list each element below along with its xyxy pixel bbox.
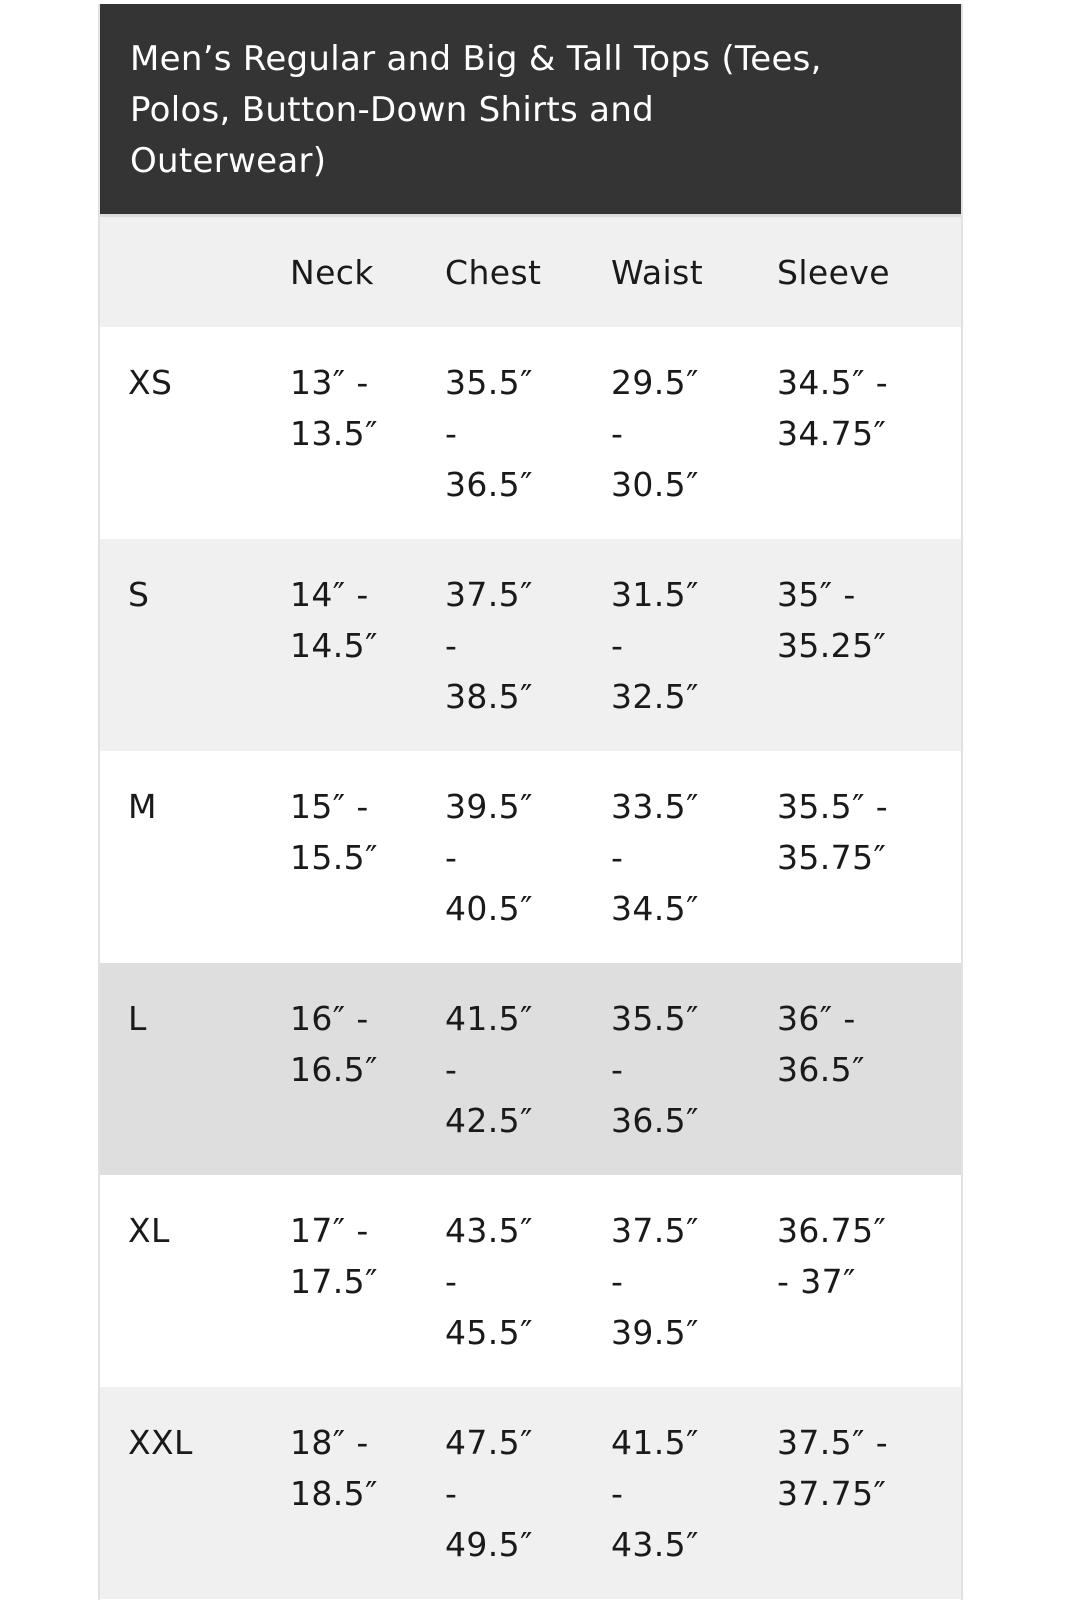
size-label: XXL xyxy=(128,1423,193,1462)
sleeve-cell xyxy=(777,327,961,539)
waist-value-line: 32.5″ xyxy=(611,677,699,716)
chest-cell xyxy=(445,539,611,751)
neck-cell xyxy=(290,1387,445,1599)
chest-value-line: 38.5″ xyxy=(445,677,533,716)
waist-value-line: 34.5″ xyxy=(611,889,699,928)
chest-value-line: 35.5″ xyxy=(445,363,533,402)
table-row-xl xyxy=(100,1175,961,1387)
title-line: Outerwear) xyxy=(130,141,327,181)
neck-value-line: 15″ - xyxy=(290,787,369,826)
waist-value-line: 37.5″ xyxy=(611,1211,699,1250)
table-header-row xyxy=(100,217,961,327)
size-cell xyxy=(100,1175,290,1387)
waist-value-line: 29.5″ xyxy=(611,363,699,402)
sleeve-cell xyxy=(777,1175,961,1387)
size-cell xyxy=(100,327,290,539)
neck-cell xyxy=(290,539,445,751)
chest-value-line: 37.5″ xyxy=(445,575,533,614)
chest-value-line: 41.5″ xyxy=(445,999,533,1038)
sleeve-cell xyxy=(777,1387,961,1599)
table-row-s xyxy=(100,539,961,751)
sleeve-value-line: 35.25″ xyxy=(777,626,887,665)
neck-cell xyxy=(290,751,445,963)
size-label: XL xyxy=(128,1211,170,1250)
waist-value-line: 31.5″ xyxy=(611,575,699,614)
chest-cell xyxy=(445,1175,611,1387)
neck-value-line: 16.5″ xyxy=(290,1050,378,1089)
size-table xyxy=(100,217,961,1599)
waist-cell xyxy=(611,963,777,1175)
neck-value-line: 13″ - xyxy=(290,363,369,402)
neck-value-line: 18″ - xyxy=(290,1423,369,1462)
neck-value-line: 14.5″ xyxy=(290,626,378,665)
neck-value-line: 14″ - xyxy=(290,575,369,614)
chest-cell xyxy=(445,963,611,1175)
chest-value-line: - xyxy=(445,1262,458,1301)
sleeve-value-line: 37.75″ xyxy=(777,1474,887,1513)
waist-value-line: - xyxy=(611,838,624,877)
chest-value-line: - xyxy=(445,1474,458,1513)
header-waist: Waist xyxy=(611,252,704,292)
waist-value-line: 33.5″ xyxy=(611,787,699,826)
waist-value-line: - xyxy=(611,626,624,665)
waist-value-line: 30.5″ xyxy=(611,465,699,504)
title-line: Men’s Regular and Big & Tall Tops (Tees, xyxy=(130,39,822,79)
header-neck: Neck xyxy=(290,252,374,292)
neck-cell xyxy=(290,1175,445,1387)
sleeve-value-line: 35.75″ xyxy=(777,838,887,877)
neck-cell xyxy=(290,327,445,539)
chest-value-line: 40.5″ xyxy=(445,889,533,928)
size-label: S xyxy=(128,575,150,614)
sleeve-cell xyxy=(777,539,961,751)
chest-value-line: 39.5″ xyxy=(445,787,533,826)
size-label: XS xyxy=(128,363,173,402)
waist-value-line: - xyxy=(611,1262,624,1301)
waist-cell xyxy=(611,327,777,539)
waist-cell xyxy=(611,1387,777,1599)
waist-cell xyxy=(611,1175,777,1387)
neck-cell xyxy=(290,963,445,1175)
sleeve-value-line: 36.5″ xyxy=(777,1050,865,1089)
waist-value-line: 35.5″ xyxy=(611,999,699,1038)
header-sleeve: Sleeve xyxy=(777,252,890,292)
table-row-l xyxy=(100,963,961,1175)
header-chest: Chest xyxy=(445,252,542,292)
chest-value-line: 49.5″ xyxy=(445,1525,533,1564)
waist-cell xyxy=(611,539,777,751)
sleeve-value-line: 37.5″ - xyxy=(777,1423,889,1462)
chest-value-line: 47.5″ xyxy=(445,1423,533,1462)
table-row-xxl xyxy=(100,1387,961,1599)
table-body xyxy=(100,327,961,1599)
size-cell xyxy=(100,539,290,751)
sleeve-value-line: 34.5″ - xyxy=(777,363,889,402)
size-cell xyxy=(100,1387,290,1599)
sleeve-value-line: - 37″ xyxy=(777,1262,856,1301)
size-cell xyxy=(100,751,290,963)
waist-value-line: 41.5″ xyxy=(611,1423,699,1462)
waist-value-line: - xyxy=(611,414,624,453)
chest-value-line: 43.5″ xyxy=(445,1211,533,1250)
chest-cell xyxy=(445,327,611,539)
size-label: L xyxy=(128,999,147,1038)
chest-cell xyxy=(445,1387,611,1599)
chest-value-line: 42.5″ xyxy=(445,1101,533,1140)
neck-value-line: 15.5″ xyxy=(290,838,378,877)
table-row-xs xyxy=(100,327,961,539)
size-cell xyxy=(100,963,290,1175)
title-line: Polos, Button-Down Shirts and xyxy=(130,90,655,130)
chest-cell xyxy=(445,751,611,963)
size-chart xyxy=(98,4,963,1600)
sleeve-value-line: 34.75″ xyxy=(777,414,887,453)
sleeve-cell xyxy=(777,751,961,963)
waist-value-line: - xyxy=(611,1474,624,1513)
chest-value-line: - xyxy=(445,1050,458,1089)
sleeve-value-line: 35″ - xyxy=(777,575,856,614)
table-row-m xyxy=(100,751,961,963)
chest-value-line: 36.5″ xyxy=(445,465,533,504)
neck-value-line: 18.5″ xyxy=(290,1474,378,1513)
sleeve-value-line: 35.5″ - xyxy=(777,787,889,826)
neck-value-line: 17.5″ xyxy=(290,1262,378,1301)
sleeve-cell xyxy=(777,963,961,1175)
waist-value-line: 39.5″ xyxy=(611,1313,699,1352)
neck-value-line: 16″ - xyxy=(290,999,369,1038)
neck-value-line: 17″ - xyxy=(290,1211,369,1250)
size-label: M xyxy=(128,787,157,826)
chest-value-line: - xyxy=(445,414,458,453)
header-size xyxy=(100,217,290,327)
chest-value-line: - xyxy=(445,626,458,665)
waist-value-line: 36.5″ xyxy=(611,1101,699,1140)
chest-value-line: - xyxy=(445,838,458,877)
waist-value-line: 43.5″ xyxy=(611,1525,699,1564)
waist-value-line: - xyxy=(611,1050,624,1089)
sleeve-value-line: 36″ - xyxy=(777,999,856,1038)
chest-value-line: 45.5″ xyxy=(445,1313,533,1352)
sleeve-value-line: 36.75″ xyxy=(777,1211,887,1250)
waist-cell xyxy=(611,751,777,963)
neck-value-line: 13.5″ xyxy=(290,414,378,453)
size-chart-title xyxy=(100,4,961,217)
